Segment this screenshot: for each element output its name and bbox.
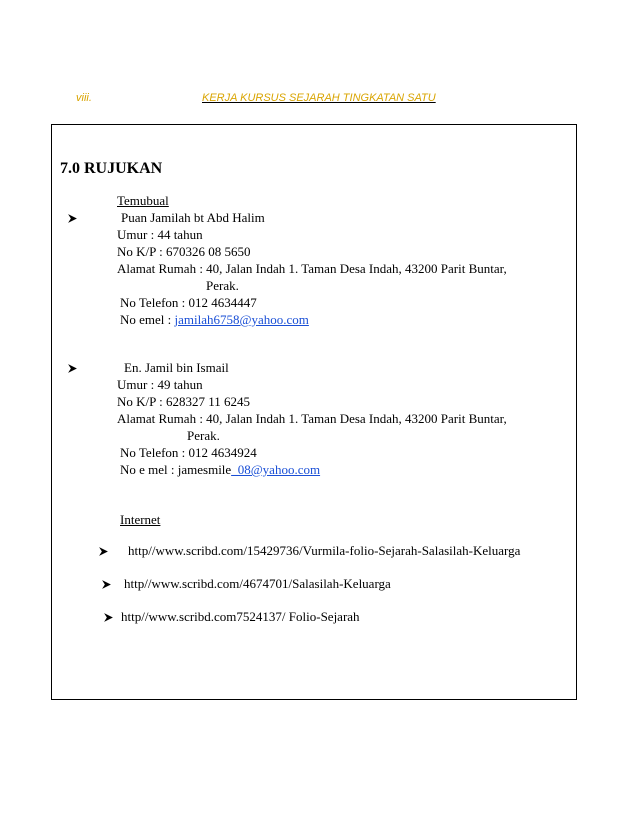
- person1-email-link[interactable]: jamilah6758@yahoo.com: [174, 312, 309, 327]
- person2-phone: No Telefon : 012 4634924: [120, 445, 257, 460]
- person1-name: Puan Jamilah bt Abd Halim: [121, 210, 265, 225]
- bullet-arrow-icon: [67, 363, 78, 374]
- internet-link-2: http//www.scribd.com/4674701/Salasilah-Keluarga: [124, 576, 391, 591]
- person1-ic: No K/P : 670326 08 5650: [117, 244, 251, 259]
- document-title: KERJA KURSUS SEJARAH TINGKATAN SATU: [202, 92, 436, 104]
- section-heading: 7.0 RUJUKAN: [60, 160, 163, 177]
- internet-label: Internet: [120, 512, 161, 527]
- person1-phone: No Telefon : 012 4634447: [120, 295, 257, 310]
- bullet-arrow-icon: [103, 612, 114, 623]
- internet-link-3: http//www.scribd.com7524137/ Folio-Sejarah: [121, 609, 360, 624]
- person2-ic: No K/P : 628327 11 6245: [117, 394, 251, 409]
- person1-email-label: No emel :: [120, 312, 175, 327]
- person1-age: Umur : 44 tahun: [117, 227, 203, 242]
- person1-address: Alamat Rumah : 40, Jalan Indah 1. Taman Desa Indah, 43200 Parit Buntar,: [117, 261, 507, 276]
- internet-link-1: http//www.scribd.com/15429736/Vurmila-folio-Sejarah-Salasilah-Keluarga: [128, 543, 521, 558]
- bullet-arrow-icon: [101, 579, 112, 590]
- person2-email-label: No e mel : jamesmile: [120, 462, 232, 477]
- person2-address: Alamat Rumah : 40, Jalan Indah 1. Taman Desa Indah, 43200 Parit Buntar,: [117, 411, 507, 426]
- person1-address-state: Perak.: [206, 278, 239, 293]
- temubual-label: Temubual: [117, 193, 169, 208]
- page-number: viii.: [76, 92, 92, 104]
- bullet-arrow-icon: [98, 546, 109, 557]
- bullet-arrow-icon: [67, 213, 78, 224]
- person2-name: En. Jamil bin Ismail: [124, 360, 229, 375]
- person1-email-row: [120, 312, 309, 328]
- person2-email-link[interactable]: _08@yahoo.com: [231, 462, 321, 477]
- person2-age: Umur : 49 tahun: [117, 377, 203, 392]
- person2-email-row: [120, 462, 320, 478]
- person2-address-state: Perak.: [187, 428, 220, 443]
